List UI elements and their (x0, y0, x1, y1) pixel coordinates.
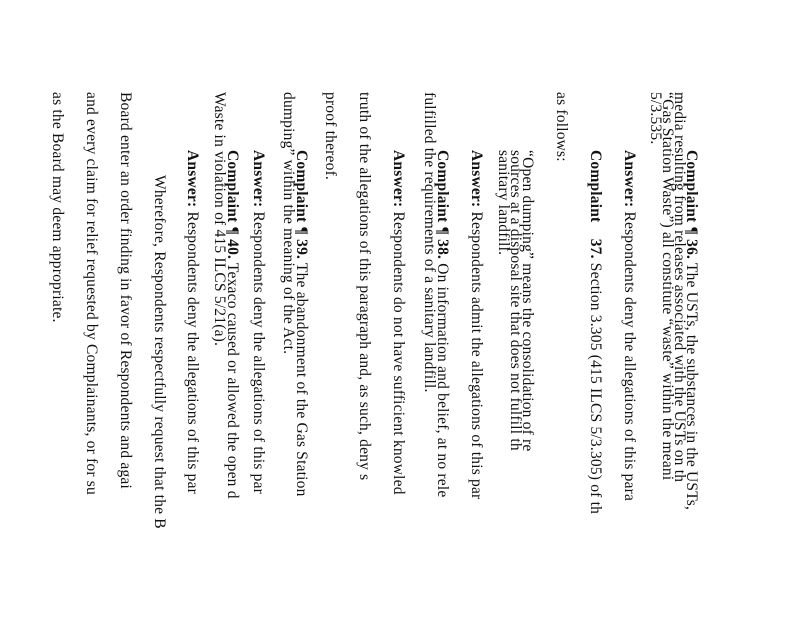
complaint-36-line-2: media resulting from releases associated with the USTs on th (671, 92, 688, 483)
answer-40-heading: Answer: (184, 150, 201, 208)
complaint-38-text-1: On information and belief, at no rele (434, 263, 451, 498)
answer-37-text: Respondents admit the allegations of this par (468, 211, 485, 500)
complaint-38-line-2: fulfilled the requirements of a sanitary landfill. (421, 92, 438, 393)
answer-38-line-3: proof thereof. (322, 92, 339, 181)
answer-38-text-1: Respondents do not have sufficient knowled (390, 211, 407, 495)
answer-36-heading: Answer: (621, 150, 638, 208)
complaint-37-text-1: Section 3.305 (415 ILCS 5/3.305) of th (587, 262, 604, 515)
quote-line-3: sanitary landfill. (495, 150, 512, 256)
complaint-40-heading: Complaint ¶ 40. (224, 150, 241, 260)
complaint-38-heading: Complaint ¶ 38. (434, 150, 451, 260)
answer-40-text: Respondents deny the allegations of this par (184, 211, 201, 495)
quote-line-1: “Open dumping” means the consolidation of re (519, 150, 536, 452)
complaint-37-number: 37. (587, 238, 604, 259)
complaint-36-text-1: The USTs, the substances in the USTs, (683, 262, 700, 511)
complaint-39-heading: Complaint ¶ 39. (293, 150, 310, 260)
answer-38-line-1 (389, 150, 407, 495)
complaint-39-line-2: dumping” within the meaning of the Act. (280, 92, 297, 355)
complaint-36-line-4: 5/3.535. (647, 92, 664, 145)
wherefore-line-1: Wherefore, Respondents respectfully request that the B (151, 175, 168, 529)
answer-38-heading: Answer: (390, 150, 407, 208)
answer-36-text: Respondents deny the allegations of this para (621, 211, 638, 502)
complaint-39-text-1: The abandonment of the Gas Station (293, 262, 310, 497)
answer-37-heading: Answer: (468, 150, 485, 208)
complaint-37-line-2: as follows: (553, 92, 570, 162)
complaint-40-text-1: Texaco caused or allowed the open d (224, 262, 241, 499)
answer-39-text: Respondents deny the allegations of this par (250, 211, 267, 495)
answer-36-line-1 (620, 150, 638, 501)
complaint-36-line-3: “Gas Station Waste”) all constitute “waste” within the meani (659, 92, 676, 481)
complaint-40-line-2: Waste in violation of 415 ILCS 5/21(a). (211, 92, 228, 347)
quote-line-2: sources at a disposal site that does not fulfill th (507, 150, 524, 451)
wherefore-line-2: Board enter an order finding in favor of Respondents and agai (117, 92, 134, 489)
answer-40-line-1 (183, 150, 201, 494)
answer-39-heading: Answer: (250, 150, 267, 208)
complaint-37-heading: Complaint (587, 150, 604, 223)
answer-37-line-1 (467, 150, 485, 499)
complaint-37-line-1 (586, 150, 604, 514)
wherefore-line-4: as the Board may deem appropriate. (49, 92, 66, 323)
wherefore-line-3: and every claim for relief requested by Complainants, or for su (83, 92, 100, 495)
complaint-36-heading: Complaint ¶ 36. (683, 150, 700, 260)
answer-38-line-2: truth of the allegations of this paragraph and, as such, deny s (356, 92, 373, 481)
answer-39-line-1 (249, 150, 267, 494)
